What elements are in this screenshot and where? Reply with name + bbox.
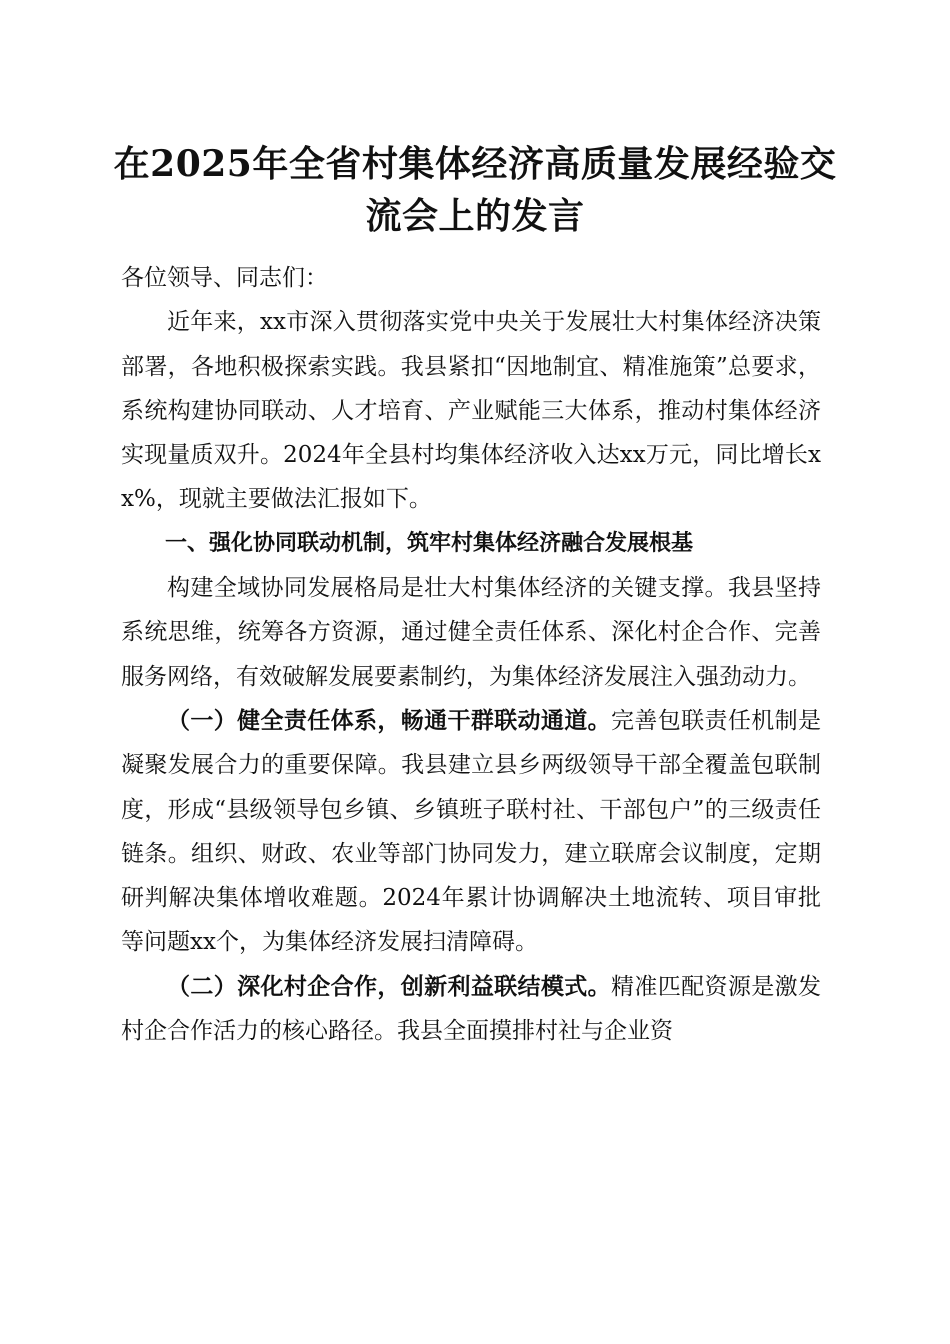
title-line-1: 在2025年全省村集体经济高质量发展经验交 — [113, 143, 837, 185]
item-2-body: 精准匹配资源是激发村企合作活力的核心路径。我县全面摸排村社与企业资 — [121, 973, 822, 1045]
item-1-paragraph — [121, 699, 821, 965]
item-1-heading: （一）健全责任体系，畅通干群联动通道。 — [167, 706, 612, 734]
section-1-heading: 一、强化协同联动机制，筑牢村集体经济融合发展根基 — [165, 530, 694, 556]
intro-paragraph: 近年来，xx市深入贯彻落实党中央关于发展壮大村集体经济决策部署，各地积极探索实践。我县紧扣“因地制宜、精准施策”总要求，系统构建协同联动、人才培育、产业赋能三大体系，推动村集体经济实现量质双升。2024年全县村均集体经济收入达xx万元，同比增长xx%，现就主要做法汇报如下。 — [121, 309, 821, 513]
document-title — [100, 138, 850, 242]
item-1-body: 完善包联责任机制是凝聚发展合力的重要保障。我县建立县乡两级领导干部全覆盖包联制度，形成“县级领导包乡镇、乡镇班子联村社、干部包户”的三级责任链条。组织、财政、农业等部门协同发力，建立联席会议制度，定期研判解决集体增收难题。2024年累计协调解决土地流转、项目审批等问题xx个，为集体经济发展扫清障碍。 — [121, 707, 822, 956]
salutation: 各位领导、同志们： — [121, 265, 328, 291]
section-1-paragraph: 构建全域协同发展格局是壮大村集体经济的关键支撑。我县坚持系统思维，统筹各方资源，通过健全责任体系、深化村企合作、完善服务网络，有效破解发展要素制约，为集体经济发展注入强劲动力。 — [121, 575, 821, 690]
item-2-heading: （二）深化村企合作，创新利益联结模式。 — [167, 972, 612, 1000]
document-body — [121, 256, 821, 1053]
title-line-2: 流会上的发言 — [365, 195, 585, 237]
item-2-paragraph — [121, 965, 821, 1054]
